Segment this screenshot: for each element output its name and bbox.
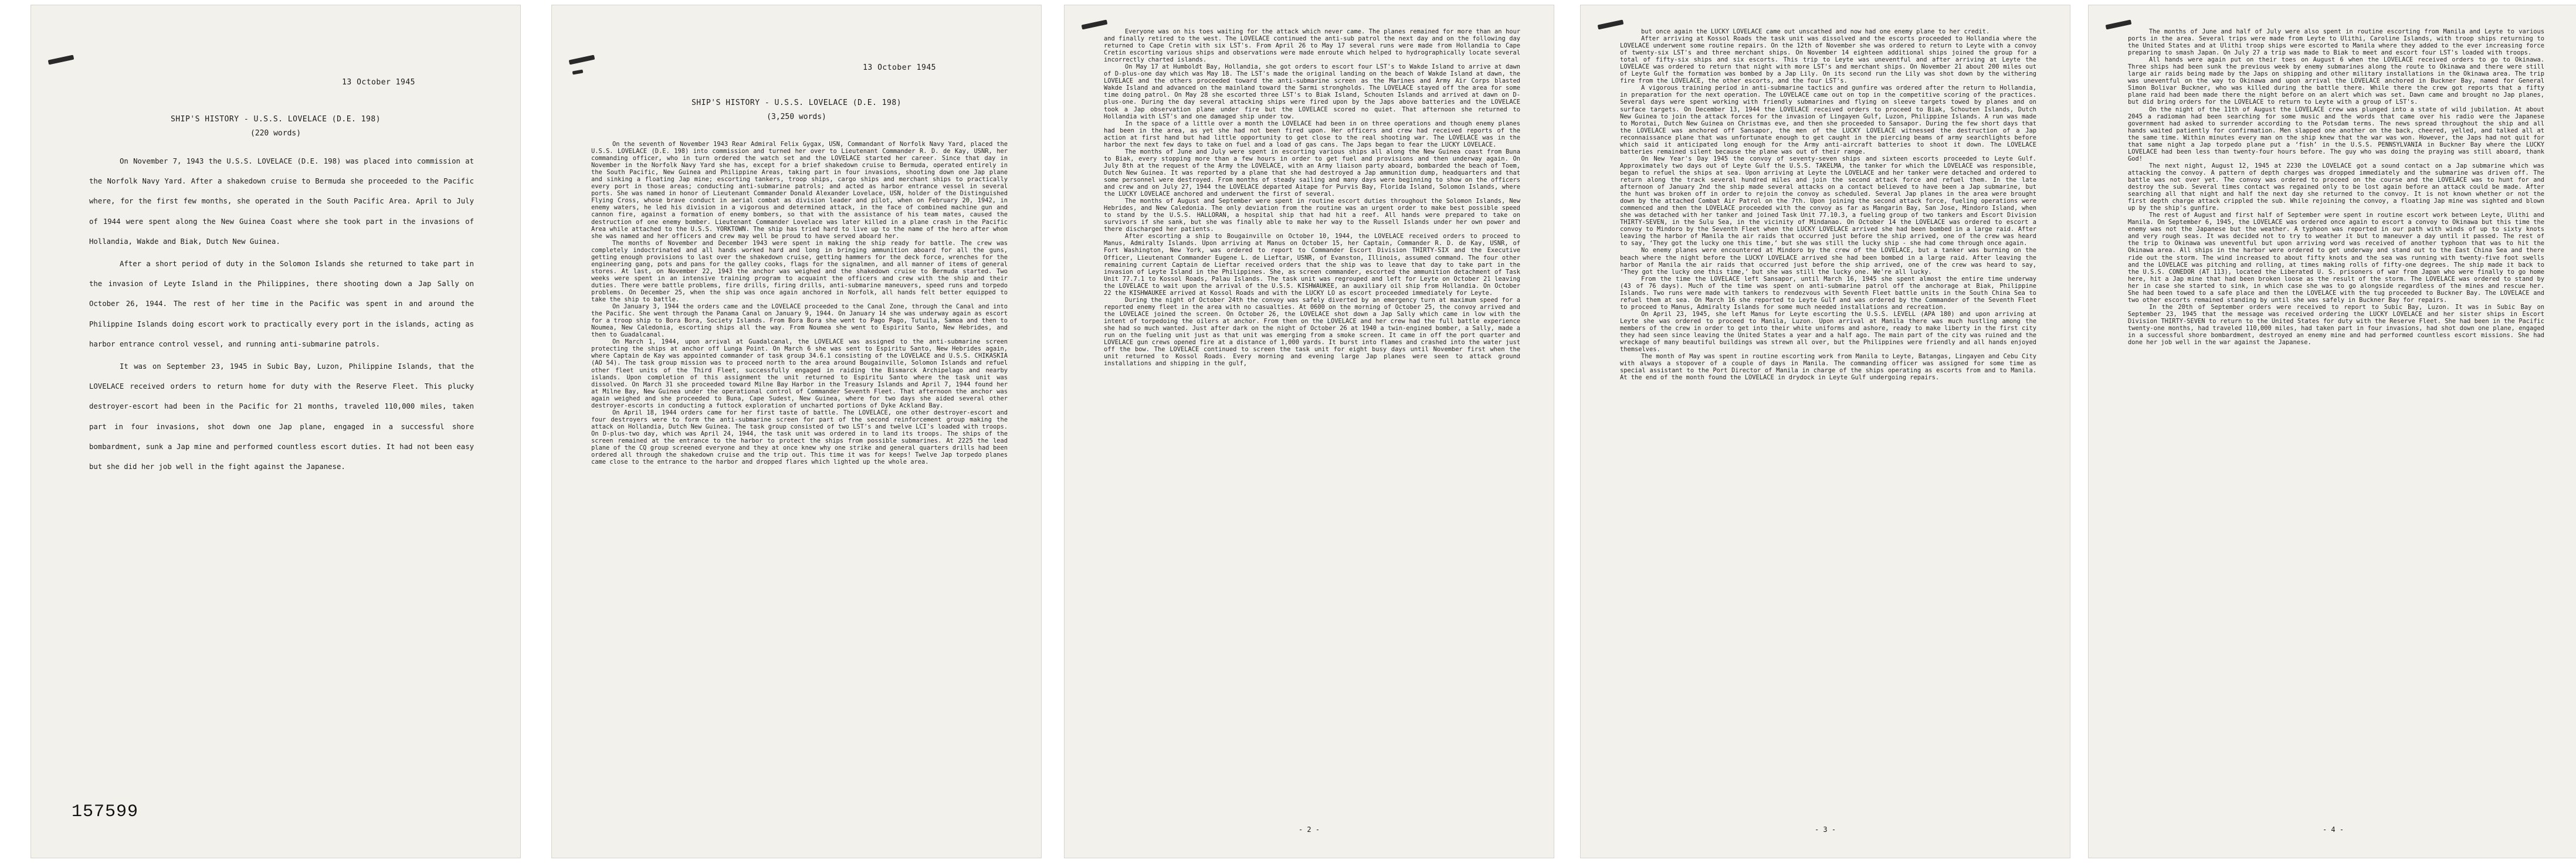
- paragraph: In the 20th of September orders were received to report to Subic Bay, Luzon. It was in Subic Bay on September 23, 1945 that the message was received ordering the LUCKY LOVELACE and her sister ships in Escort Division THIRTY-SEVEN to return to the United States for duty with the Reserve Fleet. She had been in the Pacific twenty-one months, had traveled 110,000 miles, had taken part in four invasions, had shot down one plane, engaged in a successful shore bombardment, destroyed an enemy mine and had performed countless escort missions. She had done her job well in the war against the Japanese.: [2128, 303, 2544, 346]
- punch-mark: [572, 69, 584, 74]
- paragraph: but once again the LUCKY LOVELACE came out unscathed and now had one enemy plane to her credit.: [1641, 28, 1990, 35]
- paragraph: During the night of October 24th the convoy was safely diverted by an emergency turn at maximum speed for a reported enemy fleet in the area with no casualties. At 0600 on the morning of October 25, the convoy arrived and the LOVELACE joined the screen. On October 26, the LOVELACE shot down a Jap Sally which came in low with the intent of torpedoing the oilers at anchor. From then on the LOVELACE and her crew had the full battle experience she had so much wanted. Just after dark on the night of October 26 at 1940 a twin-engined bomber, a Sally, made a run on the fueling unit just as that unit was emerging from a smoke screen. It came in off the port quarter and LOVELACE gun crews opened fire at a distance of 1,000 yards. It burst into flames and crashed into the water just off the bow. The LOVELACE continued to screen the task unit for eight busy days until November first when the unit returned to Kossol Roads. Every morning and evening large Jap planes were seen to attack ground installations and shipping in the gulf,: [1104, 296, 1520, 368]
- paragraph: In the space of a little over a month the LOVELACE had been in on three operations and though enemy planes had been in the area, as yet she had not been fired upon. Her officers and crew had received reports of the action at first hand but had little opportunity to get close to the real shooting war. The LOVELACE was in the harbor the next few days to take on fuel and a load of gas cans. The Japs began to fear the LUCKY LOVELACE.: [1104, 120, 1520, 148]
- paragraph: On November 7, 1943 the U.S.S. LOVELACE (D.E. 198) was placed into commission at the Norfolk Navy Yard. After a shakedown cruise to Bermuda she proceeded to the Pacific where, for the first few months, she operated in the South Pacific Area. April to July of 1944 were spent along the New Guinea Coast where she took part in the invasions of Hollandia, Wakde and Biak, Dutch New Guinea.: [89, 157, 474, 246]
- document-page-3: [1064, 5, 1554, 858]
- document-page-2: [551, 5, 1042, 858]
- paragraph: On April 23, 1945, she left Manus for Leyte escorting the U.S.S. LEVELL (APA 180) and upon arriving at Leyte she was ordered to proceed to Manila, Luzon. Upon arrival at Manila there was much hustling among the members of the crew in order to get into their white uniforms and ashore, ready to make liberty in the first city they had seen since leaving the United States a year and a half ago. The main part of the city was ruined and the wreckage of many beautiful buildings was strewn all over, but the Philippines were friendly and all hands enjoyed themselves.: [1620, 310, 2036, 354]
- paragraph: The months of August and September were spent in routine escort duties throughout the Solomon Islands, New Hebrides, and New Caledonia. The only deviation from the routine was an urgent order to make best possible speed to stand by the U.S.S. HALLORAN, a hospital ship that had hit a reef. All hands were prepared to take on survivors if she sank, but she was finally able to make her way to the Russell Islands under her own power and there discharged her patients.: [1104, 198, 1520, 233]
- paragraph: On the seventh of November 1943 Rear Admiral Felix Gygax, USN, Commandant of Norfolk Navy Yard, placed the U.S.S. LOVELACE (D.E. 198) into commission and turned her over to Lieutenant Commander R. D. de Kay, USNR, her commanding officer, who in turn ordered the watch set and the LOVELACE started her career. Since that day in November in the Norfolk Navy Yard she has, except for a brief shakedown cruise to Bermuda, operated entirely in the South Pacific, New Guinea and Philippine Areas, taking part in four invasions, shooting down one Jap plane and sinking a floating Jap mine; escorting tankers, troop ships, cargo ships and merchant ships to practically every port in those areas; conducting anti-submarine patrols; and acted as harbor entrance vessel in several ports. She was named in honor of Lieutenant Commander Donald Alexander Lovelace, USN, holder of the Distinguished Flying Cross, whose brave conduct in aerial combat as division leader and pilot, when on February 20, 1942, in enemy waters, he led his division in a vigorous and determined attack, in the face of combined machine gun and cannon fire, against a formation of enemy bombers, so that with the assistance of his team mates, caused the destruction of one enemy bomber. Lieutenant Commander Lovelace was later killed in a plane crash in the Pacific Area while attached to the U.S.S. YORKTOWN. The ship has tried hard to live up to the name of the hero after whom she was named and her officers and crew may well be proud to have served aboard her.: [591, 141, 1008, 240]
- body-text: [1104, 28, 1520, 367]
- body-text: [1620, 28, 2036, 381]
- page-number: - 4 -: [2322, 825, 2344, 834]
- paragraph: On New Year's Day 1945 the convoy of seventy-seven ships and sixteen escorts proceeded to Leyte Gulf. Approximately two days out of Leyte Gulf the U.S.S. TAKELMA, the tanker for which the LOVELACE was responsible, began to refuel the ships at sea. Upon arriving at Leyte the LOVELACE and her tanker were detached and ordered to return along the track several hundred miles and join the second attack force and refuel them. In the late afternoon of January 2nd the ship made several attacks on a contact believed to have been a Jap submarine, but the hunt was broken off in order to rejoin the convoy as scheduled. Several Jap planes in the area were brought down by the attached Combat Air Patrol on the 7th. Upon joining the second attack force, fueling operations were commenced and then the LOVELACE proceeded with the convoy as far as Mangarin Bay, San Jose, Mindoro Island, when she was detached with her tanker and joined Task Unit 77.10.3, a fueling group of two tankers and Escort Division THIRTY-SEVEN, in the Sulu Sea, in the vicinity of Mindanao. On October 14 the LOVELACE was ordered to escort a convoy to Mindoro by the Seventh Fleet when the LUCKY LOVELACE arrived she had been bombed in a large raid. After leaving the harbor of Manila the air raids that occurred just before the ship arrived, one of the crew was heard to say, ‘They got the lucky one this time,’ but she was still the lucky ship - she had come through once again.: [1620, 155, 2036, 247]
- paragraph: After arriving at Kossol Roads the task unit was dissolved and the escorts proceeded to Hollandia where the LOVELACE underwent some routine repairs. On the 12th of November she was ordered to return to Leyte with a convoy of twenty-six LST's and three merchant ships. On November 14 eighteen additional ships joined the group for a total of fifty-six ships and six escorts. This trip to Leyte was uneventful and after arriving at Leyte the LOVELACE was ordered to return that night with more LST's and merchant ships. On November 21 about 200 miles out of Leyte Gulf the formation was bombed by a Jap Lily. On its second run the Lily was shot down by the withering fire from the LOVELACE, the other escorts, and the four LST's.: [1620, 35, 2036, 85]
- paragraph: On the night of the 11th of August the LOVELACE crew was plunged into a state of wild jubilation. At about 2045 a radioman had been searching for some music and the words that came over his radio were the Japanese government had asked to surrender according to the Potsdam terms. The news spread throughout the ship and all hands waited patiently for confirmation. Men slapped one another on the back, cheered, yelled, and talked all at the same time. Within minutes every man on the ship knew that the war was won. However, the Japs had not quit for that same night a Jap torpedo plane put a ‘fish’ in the U.S.S. PENNSYLVANIA in Buckner Bay where the LUCKY LOVELACE had been less than twenty-four hours before. The guy who was doing the praying was still aboard, thank God!: [2128, 106, 2544, 162]
- body-text: [89, 151, 474, 479]
- page-title: SHIP'S HISTORY - U.S.S. LOVELACE (D.E. 198): [691, 98, 902, 107]
- paragraph: It was on September 23, 1945 in Subic Bay, Luzon, Philippine Islands, that the LOVELACE received orders to return home for duty with the Reserve Fleet. This plucky destroyer-escort had been in the Pacific for 21 months, traveled 110,000 miles, taken part in four invasions, shot down one Jap plane, engaged in a successful shore bombardment, sunk a Jap mine and performed countless escort duties. It had not been easy but she did her job well in the fight against the Japanese.: [89, 362, 474, 471]
- page-date: 13 October 1945: [863, 63, 936, 72]
- page-date: 13 October 1945: [342, 78, 415, 87]
- paragraph: On March 1, 1944, upon arrival at Guadalcanal, the LOVELACE was assigned to the anti-submarine screen protecting the ships at anchor off Lunga Point. On March 6 she was sent to Espiritu Santo, New Hebrides again, where Captain de Kay was appointed commander of task group 34.6.1 consisting of the LOVELACE and U.S.S. CHIKASKIA (AO 54). The task group mission was to proceed north to the area around Bougainville, Solomon Islands and refuel other fleet units of the Third Fleet, successfully engaged in raiding the Bismarck Archipelago and nearby islands. Upon completion of this assignment the unit returned to Espiritu Santo where the task unit was dissolved. On March 31 she proceeded toward Milne Bay Harbor in the Treasury Islands and April 7, 1944 found her at Milne Bay, New Guinea under the operational control of Commander Seventh Fleet. That afternoon the anchor was again weighed and she proceeded to Buna, Cape Sudest, New Guinea, where for two days she aided several other destroyer-escorts in conducting a futtock exploration of uncharted portions of Dyke Ackland Bay.: [591, 338, 1008, 409]
- page-number: - 2 -: [1298, 825, 1320, 834]
- paragraph: From the time the LOVELACE left Sansapor, until March 16, 1945 she spent almost the entire time underway (43 of 76 days). Much of the time was spent on anti-submarine patrol off the anchorage at Biak, Philippine Islands. Two runs were made with tankers to rendezvous with Seventh Fleet battle units in the South China Sea to refuel them at sea. On March 16 she reported to Leyte Gulf and was ordered by the Commander of the Seventh Fleet to proceed to Manus, Admiralty Islands for some much needed installations and recreation.: [1620, 275, 2036, 311]
- paragraph: No enemy planes were encountered at Mindoro by the crew of the LOVELACE, but a tanker was burning on the beach where the night before the LUCKY LOVELACE arrived she had been bombed in a large raid. After leaving the harbor of Manila the air raids that occurred just before the ship arrived, one of the crew was heard to say, ‘They got the lucky one this time,’ but she was still the lucky one. We're all lucky.: [1620, 247, 2036, 276]
- paragraph: The month of May was spent in routine escorting work from Manila to Leyte, Batangas, Lingayen and Cebu City with always a stopover of a couple of days in Manila. The commanding officer was assigned for some time as special assistant to the Port Director of Manila in charge of the ships operating as escorts from and to Manila. At the end of the month found the LOVELACE in drydock in Leyte Gulf undergoing repairs.: [1620, 353, 2036, 382]
- paragraph: The months of June and July were spent in escorting various ships all along the New Guinea coast from Buna to Biak, every stopping more than a few hours in order to get fuel and provisions and then underway again. On July 8th at the request of the Army the LOVELACE, with an Army liaison party aboard, bombarded the beach of Toem, Dutch New Guinea. It was reported by a plane that she had destroyed a Jap ammunition dump, headquarters and that some personnel were destroyed. From months of steady sailing and many days were beginning to show on the officers and crew and on July 27, 1944 the LOVELACE departed Aitape for Purvis Bay, Florida Island, Solomon Islands, where the LUCKY LOVELACE anchored and underwent the first of several.: [1104, 148, 1520, 198]
- paragraph: The months of June and half of July were also spent in routine escorting from Manila and Leyte to various ports in the area. Several trips were made from Leyte to Ulithi, Caroline Islands, with troop ships returning to the United States and at Ulithi troop ships were escorted to Manila where they added to the ever increasing force preparing to smash Japan. On July 27 a trip was made to Biak to meet and escort four LST's loaded with troops.: [2128, 28, 2544, 57]
- paragraph: On May 17 at Humboldt Bay, Hollandia, she got orders to escort four LST's to Wakde Island to arrive at dawn of D-plus-one day which was May 18. The LST's made the original landing on the beach of Wakde Island at dawn, the LOVELACE and the others proceeded toward the anti-submarine screen as the Marines and Army Air Corps blasted Wakde Island and advanced on the mainland toward the Sarmi strongholds. The LOVELACE stayed off the area for some time doing patrol. On May 28 she escorted three LST's to Biak Island, Schouten Islands and arrived at dawn on D-plus-one. During the day several attacking ships were fired upon by the Japs above batteries and the LOVELACE took a Jap observation plane under fire but the LOVELACE scored no quiet. That afternoon she returned to Hollandia with LST's and one damaged ship under tow.: [1104, 63, 1520, 120]
- punch-mark: [569, 55, 595, 65]
- document-page-5: [2088, 5, 2576, 858]
- paragraph: All hands were again put on their toes on August 6 when the LOVELACE received orders to go to Okinawa. Three ships had been sunk the previous week by enemy submarines along the route to Okinawa and there were still large air raids being made by the Japs on shipping and other military installations in the Okinawa area. The trip was uneventful on the way to Okinawa and upon arrival the LOVELACE anchored in Buckner Bay, named for General Simon Bolivar Buckner, who was killed during the battle there. While there the crew got reports that a fifty plane raid had been made there the night before on an alert which was set. Dawn came and brought no Jap planes, but did bring orders for the LOVELACE to return to Leyte with a group of LST's.: [2128, 56, 2544, 106]
- paragraph: The rest of August and first half of September were spent in routine escort work between Leyte, Ulithi and Manila. On September 6, 1945, the LOVELACE was ordered once again to escort a convoy to Okinawa but this time the enemy was not the Japanese but the weather. A typhoon was reported in our path with winds of up to sixty knots and very rough seas. It was decided not to try to weather it but to maneuver a day until it passed. The rest of the trip to Okinawa was uneventful but upon arriving word was received of another typhoon that was to hit the Okinawa area. All ships in the harbor were ordered to get underway and stand out to the East China Sea and there ride out the storm. The wind increased to about fifty knots and the sea was running with twenty-five foot swells and the LOVELACE was pitching and rolling, at times making rolls of fifty-one degrees. The ship made it back to the U.S.S. CONEDOR (AT 113), located the Liberated U. S. prisoners of war from Japan who were finally to go home here, hit a Jap mine that had been broken loose as the result of the storm. The LOVELACE was ordered to stand by her in case she started to sink, in which case she was to go alongside regardless of the mines and rescue her. She had been towed to a safe place and then the LOVELACE with the tug proceeded to Buckner Bay. The LOVELACE and two other escorts remained standing by until she was safely in Buckner Bay for repairs.: [2128, 212, 2544, 304]
- word-count: (3,250 words): [767, 113, 826, 121]
- paragraph: On April 18, 1944 orders came for her first taste of battle. The LOVELACE, one other destroyer-escort and four destroyers were to form the anti-submarine screen for part of the second reinforcement group making the attack on Hollandia, Dutch New Guinea. The task group consisted of two LST's and twelve LCI's loaded with troops. On D-plus-two day, which was April 24, 1944, the task unit was ordered in to land its troops. The ships of the screen remained at the entrance to the harbor to protect the ships from possible submarines. At 2225 the lead plane of the CQ group screened everyone and they at once knew why one strike and general quarters drills had been ordered all through the shakedown cruise and the trip out. This time it was for keeps! Twelve Jap torpedo planes came close to the entrance to the harbor and dropped flares which lighted up the whole area.: [591, 409, 1008, 466]
- paragraph: On January 3, 1944 the orders came and the LOVELACE proceeded to the Canal Zone, through the Canal and into the Pacific. She went through the Panama Canal on January 9, 1944. On January 14 she was underway again as escort for a troop ship to Bora Bora, Society Islands. From Bora Bora she went to Pago Pago, Tutuila, Samoa and then to Noumea, New Caledonia, escorting ships all the way. From Noumea she went to Espiritu Santo, New Hebrides, and then to Guadalcanal.: [591, 303, 1008, 339]
- paragraph: After a short period of duty in the Solomon Islands she returned to take part in the invasion of Leyte Island in the Philippines, there shooting down a Jap Sally on October 26, 1944. The rest of her time in the Pacific was spent in and around the Philippine Islands doing escort work to practically every port in the islands, acting as harbor entrance control vessel, and running anti-submarine patrols.: [89, 260, 474, 348]
- body-text: [2128, 28, 2544, 346]
- paragraph: The next night, August 12, 1945 at 2230 the LOVELACE got a sound contact on a Jap submarine which was attacking the convoy. A pattern of depth charges was dropped immediately and the submarine was driven off. The battle was not over yet. The convoy was ordered to proceed on the course and the LOVELACE was to hunt for and destroy the sub. Several times contact was regained only to be lost again before an attack could be made. After searching all that night and half the next day she returned to the convoy. It is not known whether or not the first depth charge attack crippled the sub. While rejoining the convoy, a floating Jap mine was sighted and blown up by the ship's gunfire.: [2128, 162, 2544, 212]
- paragraph: A vigorous training period in anti-submarine tactics and gunfire was ordered after the return to Hollandia, in preparation for the next operation. The LOVELACE came out on top in the competitive scoring of the practices. Several days were spent working with friendly submarines and flying on sleeve targets towed by planes and on surface targets. On December 13, 1944 the LOVELACE received orders to proceed to Biak, Schouten Islands, Dutch New Guinea to join the attack forces for the invasion of Lingayen Gulf, Luzon, Philippine Islands. A run was made to Morotai, Dutch New Guinea on Christmas eve, and then she proceeded to Sansapor. During the few short days that the LOVELACE was anchored off Sansapor, the men of the LUCKY LOVELACE witnessed the destruction of a Jap reconnaissance plane that was unfortunate enough to get caught in the piercing beams of army searchlights before which said it anticipated long enough for the Army anti-aircraft batteries to shoot it down. The LOVELACE batteries remained silent because the plane was out of their range.: [1620, 84, 2036, 155]
- document-page-1: [30, 5, 521, 858]
- page-title: SHIP'S HISTORY - U.S.S. LOVELACE (D.E. 198): [170, 115, 381, 124]
- page-number: - 3 -: [1814, 825, 1836, 834]
- archive-stamp-number: 157599: [72, 802, 139, 822]
- body-text: [591, 141, 1008, 466]
- paragraph: After escorting a ship to Bougainville on October 10, 1944, the LOVELACE received orders to proceed to Manus, Admiralty Islands. Upon arriving at Manus on October 15, her Captain, Commander R. D. de Kay, USNR, of Fort Washington, New York, was ordered to report to Commander Escort Division THIRTY-SIX and the Executive Officer, Lieutenant Commander Eugene L. de Lieftar, USNR, of Evanston, Illinois, assumed command. The four other remaining current Captain de Lieftar received orders that the ship was to leave that day to take part in the invasion of Leyte Island in the Philippines. She, as screen commander, escorted the ammunition detachment of Task Unit 77.7.1 to Kossol Roads, Palau Islands. The task unit was regrouped and left for Leyte on October 21 leaving the LOVELACE to wait upon the arrival of the U.S.S. KISHWAUKEE, an auxiliary oil ship from Hollandia. On October 22 the KISHWAUKEE arrived at Kossol Roads and with the LUCKY LO as escort proceeded immediately for Leyte.: [1104, 233, 1520, 297]
- document-page-4: [1580, 5, 2070, 858]
- word-count: (220 words): [250, 129, 301, 138]
- paragraph: The months of November and December 1943 were spent in making the ship ready for battle. The crew was completely indoctrinated and all hands worked hard and long in bringing ammunition aboard for all the guns, getting enough provisions to last over the shakedown cruise, getting hammers for the deck force, wrenches for the engineering gang, pots and pans for the galley cooks, flags for the signalmen, and all manner of items of general stores. At last, on November 22, 1943 the anchor was weighed and the shakedown cruise to Bermuda started. Two weeks were spent in an intensive training program to acquaint the officers and crew with the ship and their duties. There were battle problems, fire drills, firing drills, anti-submarine maneuvers, speed runs and torpedo problems. On December 25, when the ship was once again anchored in Norfolk, all hands felt better equipped to take the ship to battle.: [591, 239, 1008, 304]
- punch-mark: [48, 55, 74, 65]
- paragraph: Everyone was on his toes waiting for the attack which never came. The planes remained for more than an hour and finally retired to the west. The LOVELACE continued the anti-sub patrol the next day and on the following day returned to Cape Cretin with six LST's. From April 26 to May 17 several runs were made from Hollandia to Cape Cretin escorting various ships and observations were made enroute which helped to hydrographically locate several incorrectly charted islands.: [1104, 28, 1520, 64]
